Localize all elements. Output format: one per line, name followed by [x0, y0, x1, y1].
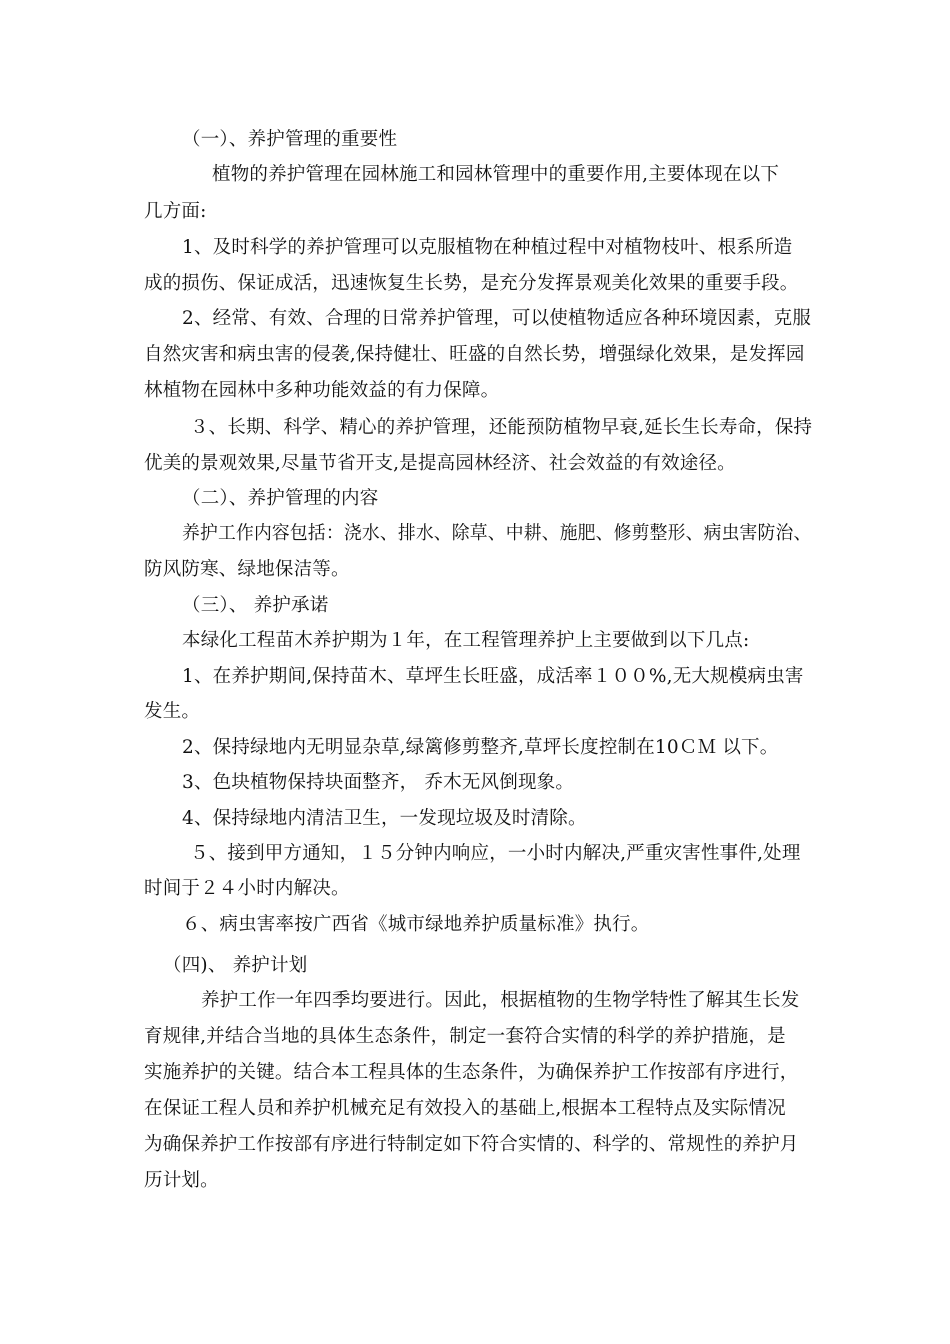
- section-1-item-2-line-1: 2、经常、有效、合理的日常养护管理，可以使植物适应各种环境因素，克服: [182, 308, 812, 329]
- section-1-item-1-line-2: 成的损伤、保证成活，迅速恢复生长势，是充分发挥景观美化效果的重要手段。: [144, 273, 799, 294]
- section-3-item-5-line-2: 时间于２４小时内解决。: [144, 878, 350, 899]
- section-2-heading: （二）、养护管理的内容: [182, 488, 379, 509]
- section-3-item-4: 4、保持绿地内清洁卫生，一发现垃圾及时清除。: [182, 808, 587, 829]
- section-3-item-6: ６、病虫害率按广西省《城市绿地养护质量标准》执行。: [182, 914, 650, 935]
- section-2-body-line-2: 防风防寒、绿地保洁等。: [144, 559, 350, 580]
- section-1-item-2-line-2: 自然灾害和病虫害的侵袭,保持健壮、旺盛的自然长势，增强绿化效果，是发挥园: [144, 344, 805, 365]
- section-1-item-3-line-1: ３、长期、科学、精心的养护管理，还能预防植物早衰,延长生长寿命，保持: [190, 417, 813, 438]
- section-4-body-line-3: 实施养护的关键。结合本工程具体的生态条件，为确保养护工作按部有序进行，: [144, 1062, 799, 1083]
- section-4-body-line-1: 养护工作一年四季均要进行。因此，根据植物的生物学特性了解其生长发: [201, 990, 800, 1011]
- section-4-body-line-6: 历计划。: [144, 1170, 219, 1191]
- section-3-heading: （三）、 养护承诺: [182, 595, 329, 616]
- section-3-item-2: 2、保持绿地内无明显杂草,绿篱修剪整齐,草坪长度控制在10ＣＭ 以下。: [182, 737, 779, 758]
- section-3-item-5-line-1: ５、接到甲方通知，１５分钟内响应，一小时内解决,严重灾害性事件,处理: [190, 843, 801, 864]
- section-1-item-3-line-2: 优美的景观效果,尽量节省开支,是提高园林经济、社会效益的有效途径。: [144, 453, 736, 474]
- section-4-body-line-4: 在保证工程人员和养护机械充足有效投入的基础上,根据本工程特点及实际情况: [144, 1098, 786, 1119]
- section-1-intro-line-2: 几方面:: [144, 201, 207, 222]
- section-1-item-1-line-1: 1、及时科学的养护管理可以克服植物在种植过程中对植物枝叶、根系所造: [182, 237, 793, 258]
- section-3-item-1-line-2: 发生。: [144, 701, 201, 722]
- section-4-body-line-2: 育规律,并结合当地的具体生态条件，制定一套符合实情的科学的养护措施，是: [144, 1026, 786, 1047]
- section-3-item-1-line-1: 1、在养护期间,保持苗木、草坪生长旺盛，成活率１００%,无大规模病虫害: [182, 666, 804, 687]
- section-1-heading: （一）、养护管理的重要性: [182, 129, 398, 150]
- section-4-body-line-5: 为确保养护工作按部有序进行特制定如下符合实情的、科学的、常规性的养护月: [144, 1134, 799, 1155]
- section-2-body-line-1: 养护工作内容包括：浇水、排水、除草、中耕、施肥、修剪整形、病虫害防治、: [182, 523, 812, 544]
- section-1-intro-line-1: 植物的养护管理在园林施工和园林管理中的重要作用,主要体现在以下: [212, 164, 780, 185]
- section-1-item-2-line-3: 林植物在园林中多种功能效益的有力保障。: [144, 380, 500, 401]
- section-3-item-3: 3、色块植物保持块面整齐， 乔木无风倒现象。: [182, 772, 575, 793]
- section-4-heading: （四)、 养护计划: [163, 955, 308, 976]
- section-3-intro: 本绿化工程苗木养护期为１年，在工程管理养护上主要做到以下几点:: [182, 630, 750, 651]
